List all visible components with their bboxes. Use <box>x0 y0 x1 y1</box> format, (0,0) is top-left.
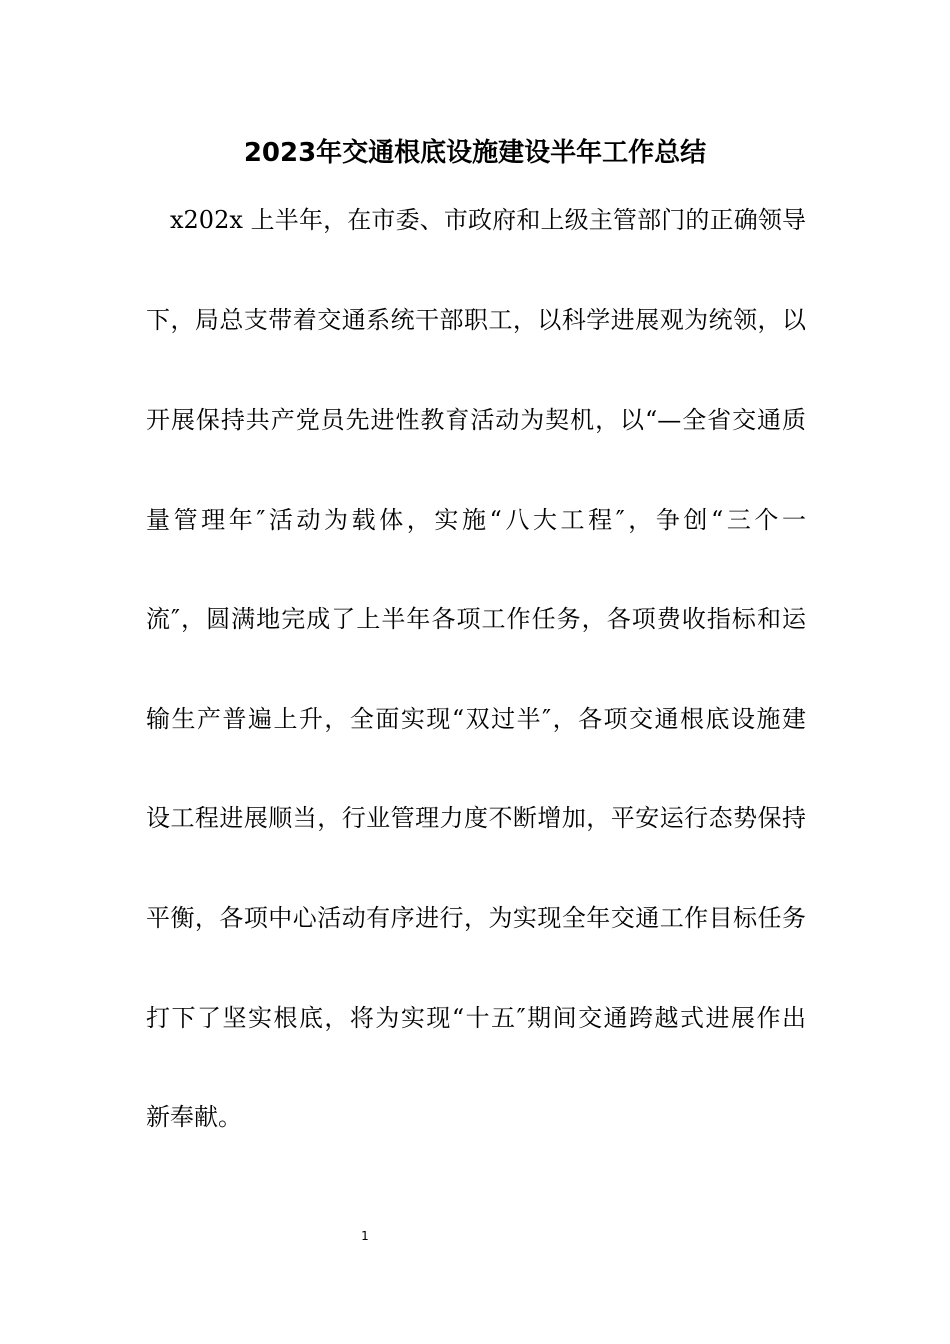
page-number: 1 <box>361 1229 369 1243</box>
paragraph-line: 下，局总支带着交通系统干部职工，以科学进展观为统领，以 <box>146 306 806 334</box>
paragraph-line: 输生产普遍上升，全面实现“双过半″，各项交通根底设施建 <box>146 705 806 733</box>
paragraph-line: 流″，圆满地完成了上半年各项工作任务，各项费收指标和运 <box>146 605 806 633</box>
paragraph-line: 打下了坚实根底，将为实现“十五″期间交通跨越式进展作出 <box>146 1004 806 1032</box>
paragraph-line: 设工程进展顺当，行业管理力度不断增加，平安运行态势保持 <box>146 804 806 832</box>
paragraph-line: x202x 上半年，在市委、市政府和上级主管部门的正确领导 <box>170 206 806 234</box>
document-title: 2023年交通根底设施建设半年工作总结 <box>243 138 707 168</box>
paragraph-line: 平衡，各项中心活动有序进行，为实现全年交通工作目标任务 <box>146 904 806 932</box>
paragraph-line: 新奉献。 <box>146 1103 242 1131</box>
paragraph-line: 开展保持共产党员先进性教育活动为契机，以“—全省交通质 <box>146 406 806 434</box>
paragraph-line: 量管理年″活动为载体，实施“八大工程″，争创“三个一 <box>146 506 806 534</box>
